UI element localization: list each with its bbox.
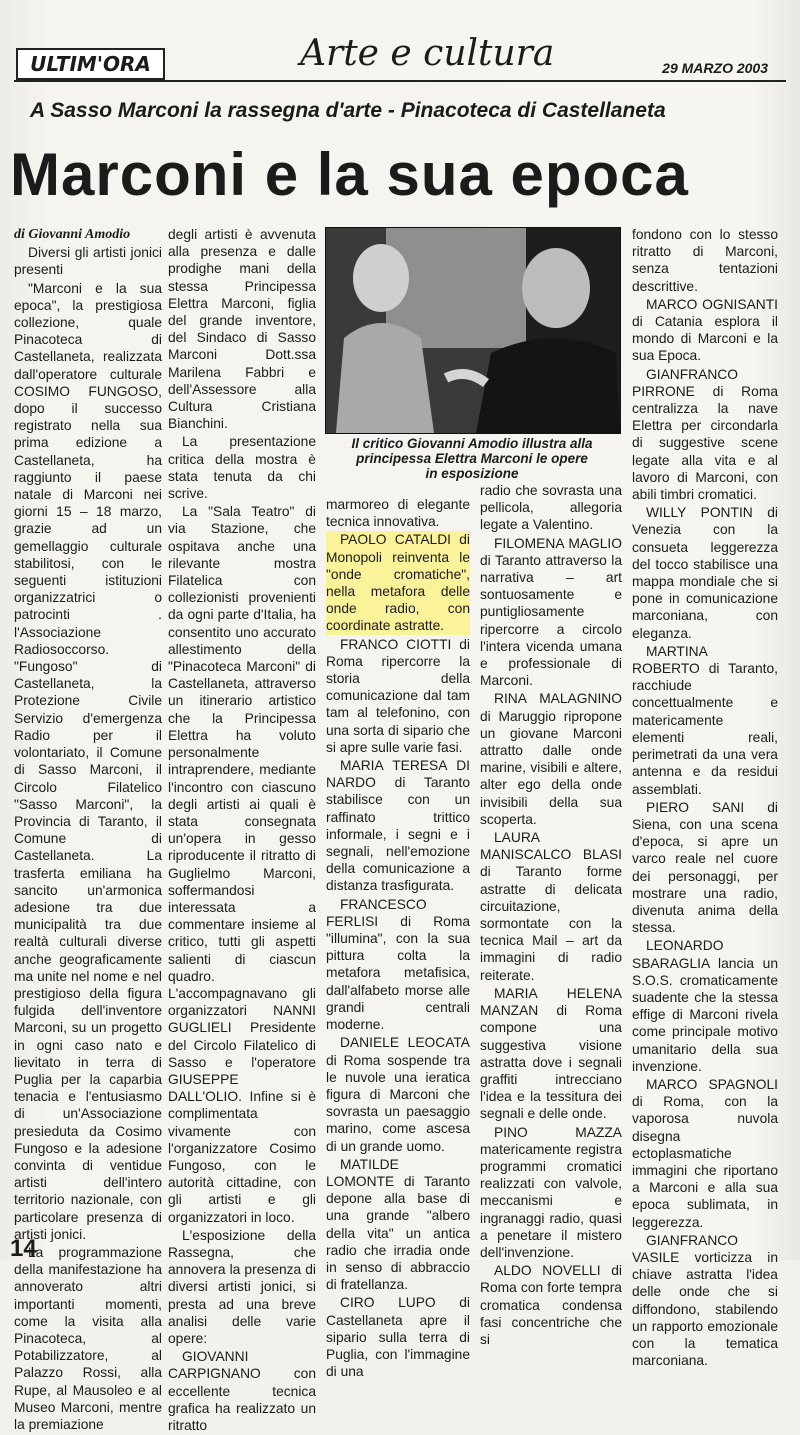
paragraph: MARCO SPAGNOLI di Roma, con la vaporosa nuvola disegna ectoplasmatiche immagini che riportano a Marconi e alla sua epoca sublimata, in leggerezza. [632,1076,778,1230]
paragraph: marmoreo di elegante tecnica innovativa. [326,497,470,530]
paragraph: "Marconi e la sua epoca", la prestigiosa collezione, quale Pinacoteca di Castellaneta, realizzata dall'operatore culturale COSIMO FUNGOSO, dopo il successo registrato nella sua prima edizione a Castellaneta, ha raggiunto il paese natale di Marconi nei giorni 15 – 18 marzo, grazie ad un gemellaggio culturale stabilitosi, con le seguenti istituzioni organizzatrici o patrocinti . l'Associazione Radiosoccorso. "Fungoso" di Castellaneta, la Protezione Civile Servizio d'emergenza Radio per il volontariato, il Comune di Sasso Marconi, il Circolo Filatelico "Sasso Marconi", la Provincia di Taranto, il Comune di Castellaneta. La trasferta emiliana ha sancito un'armonica adesione tra due municipalità tra due realtà culturali diverse anche geograficamente ma unite nel nome e nel prestigioso della figura fulgida dell'inventore Marconi, su un progetto in ogni caso nato e lievitato in terra di Puglia per la caparbia tenacia e l'entusiasmo di un'Associazione presieduta da Cosimo Fungoso e la adesione convinta di ventidue artisti dell'intero territorio nazionale, con particolare presenza di artisti jonici. [14,280,162,1242]
paragraph: CIRO LUPO di Castellaneta apre il sipario sulla terra di Puglia, con l'immagine di una [326,1295,470,1380]
paragraph: MATILDE LOMONTE di Taranto depone alla base di una grande "albero della vita" un antica radio che irradia onde in senso di abbraccio di fratellanza. [326,1156,470,1293]
paragraph: FRANCESCO FERLISI di Roma "illumina", con la sua pittura colta la metafora metafisica, dall'alfabeto morse alle grandi centrali moderne. [326,896,470,1033]
photo-caption [325,436,619,481]
paragraph: MARCO OGNISANTI di Catania esplora il mondo di Marconi e la sua Epoca. [632,296,778,364]
paragraph: fondono con lo stesso ritratto di Marconi, senza tentazioni descrittive. [632,227,778,294]
article-column-3 [326,496,470,1381]
paragraph: GIANFRANCO VASILE vorticizza in chiave astratta l'idea delle onde che si diffondono, stabilendo un rapporto emozionale con la tematica marconiana. [632,1232,778,1369]
paragraph: L'esposizione della Rassegna, che annovera la presenza di diversi artisti jonici, si presta ad una breve analisi delle varie opere: [168,1227,316,1346]
paragraph: MARIA TERESA DI NARDO di Taranto stabilisce con un raffinato trittico informale, i segni e i segnali, nell'emozione della comunicazione a distanza trasfigurata. [326,758,470,894]
paragraph: DANIELE LEOCATA di Roma sospende tra le nuvole una ieratica figura di Marconi che sovrasta un paesaggio marino, come ascesa di un grande uomo. [326,1035,470,1154]
header-rule [14,80,786,82]
photo-illustration [326,228,620,433]
paragraph: PIERO SANI di Siena, con una scena d'epoca, si apre un varco reale nel cuore dei personaggi, per mostrare una radio, divenuta anima della stessa. [632,799,778,936]
paragraph: FILOMENA MAGLIO di Taranto attraverso la narrativa – art sontuosamente e puntigliosamente ripercorre a circolo l'intera vicenda umana e professionale di Marconi. [480,535,622,689]
paragraph: RINA MALAGNINO di Maruggio ripropone un giovane Marconi attratto dalle onde marine, visibili e altere, alter ego della onde invisibili della sua scoperta. [480,691,622,827]
article-headline: Marconi e la sua epoca [10,141,689,208]
article-column-4 [480,482,622,1349]
paragraph: ALDO NOVELLI di Roma con forte tempra cromatica condensa fasi concentriche che si [480,1263,622,1347]
byline: di Giovanni Amodio [14,227,131,242]
section-title: Arte e cultura [300,33,555,74]
paragraph: LAURA MANISCALCO BLASI di Taranto forme astratte di delicata circuitazione, sormontate con la tecnica Mail – art da immagini di radio reiterate. [480,830,622,983]
section-label: ULTIM'ORA [16,48,165,80]
paragraph: WILLY PONTIN di Venezia con la consueta leggerezza del tocco stabilisce una mappa mondiale che si pone in comunicazione marconiana, con eleganza. [632,505,778,641]
paragraph: La "Sala Teatro" di via Stazione, che ospitava anche una rilevante mostra Filatelica con collezionisti provenienti da ogni parte d'Italia, ha consentito uno accurato allestimento della "Pinacoteca Marconi" di Castellaneta, attraverso un itinerario artistico che la Principessa Elettra ha voluto personalmente intraprendere, mediante l'incontro con ciascuno degli artisti ai quali è stata consegnata un'opera in gesso riproducente il ritratto di Guglielmo Marconi, soffermandosi interessata a commentare insieme al critico, tutti gli aspetti salienti di ciascun quadro. L'accompagnavano gli organizzatori NANNI GUGLIELI Presidente del Circolo Filatelico di Sasso e l'operatore GIUSEPPE DALL'OLIO. Infine si è complimentata vivamente con l'organizzatore Cosimo Fungoso, con le autorità cittadine, con gli artisti e gli organizzatori in loco. [168,504,316,1225]
paragraph: FRANCO CIOTTI di Roma ripercorre la storia della comunicazione dal tam tam al telefonino, con una sorta di sipario che si apre sulle varie fasi. [326,636,470,755]
issue-date: 29 MARZO 2003 [662,60,768,76]
caption-line: Il critico Giovanni Amodio illustra alla [351,436,593,451]
paragraph: Diversi gli artisti jonici presenti [14,245,162,278]
article-column-5 [632,226,778,1370]
paragraph: degli artisti è avvenuta alla presenza e dalle prodighe mani della stessa Principessa Elettra Marconi, figlia del grande inventore, del Sindaco di Sasso Marconi Dott.ssa Marilena Fabbri e dell'Assessore alla Cultura Cristiana Bianchini. [168,227,316,432]
paragraph: LEONARDO SBARAGLIA lancia un S.O.S. cromaticamente suadente che la stessa effige di Marconi rivela come principale motivo umanitario della sua invenzione. [632,938,778,1074]
paragraph: MARIA HELENA MANZAN di Roma compone una suggestiva visione astratta dove i segnali graffiti intrecciano l'idea e la tessitura dei segnali e delle onde. [480,985,622,1122]
highlighted-paragraph: PAOLO CATALDI di Monopoli reinventa le "onde cromatiche", nella metafora delle onde radio, con coordinate astratte. [326,532,470,634]
paragraph: GIANFRANCO PIRRONE di Roma centralizza la nave Elettra per circondarla di suggestive scene legate alla vita e al lavoro di Marconi, con abili timbri cromatici. [632,366,778,503]
paragraph: PINO MAZZA matericamente registra programmi cromatici realizzati con valvole, meccanismi e ingranaggi radio, quasi a penetare il mistero dell'invenzione. [480,1124,622,1260]
article-subhead: A Sasso Marconi la rassegna d'arte - Pinacoteca di Castellaneta [30,99,666,122]
caption-line: principessa Elettra Marconi le opere [356,451,588,466]
paragraph: GIOVANNI CARPIGNANO con eccellente tecnica grafica ha realizzato un ritratto [168,1349,316,1434]
paragraph: La presentazione critica della mostra è stata tenuta da chi scrive. [168,434,316,502]
article-column-2 [168,226,316,1435]
article-photo [325,227,621,434]
paragraph: La programmazione della manifestazione ha annoverato altri importanti momenti, come la visita alla Pinacoteca, al Potabilizzatore, al Palazzo Rossi, alla Rupe, al Mausoleo e al Museo Marconi, mentre la premiazione [14,1244,162,1433]
page-number: 14 [10,1235,37,1262]
paragraph: MARTINA ROBERTO di Taranto, racchiude concettualmente e matericamente elementi reali, perimetrati da una vera antenna e da residui assemblati. [632,643,778,797]
paragraph: radio che sovrasta una pellicola, allegoria legate a Valentino. [480,483,622,533]
caption-line: in esposizione [425,466,519,481]
